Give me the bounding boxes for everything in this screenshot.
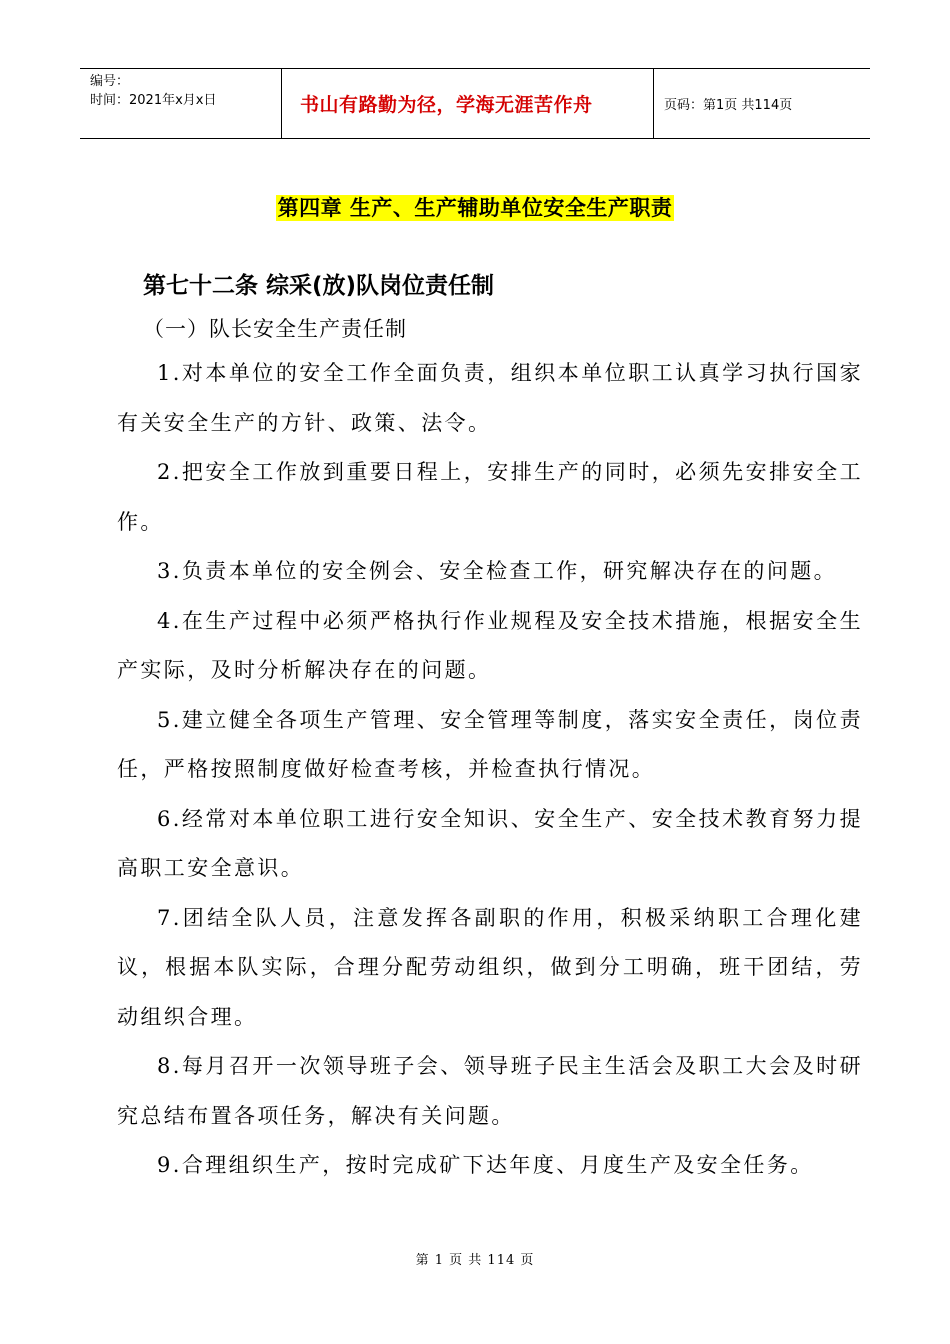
paragraph-7: 7.团结全队人员，注意发挥各副职的作用，积极采纳职工合理化建议，根据本队实际，合理分配劳动组织，做到分工明确，班干团结，劳动组织合理。 [117, 905, 863, 1029]
header-page-info: 页码：第1页 共114页 [664, 98, 793, 113]
paragraph-2: 2.把安全工作放到重要日程上，安排生产的同时，必须先安排安全工作。 [117, 460, 863, 534]
chapter-title: 第四章 生产、生产辅助单位安全生产职责 [277, 196, 673, 220]
paragraph-3: 3.负责本单位的安全例会、安全检查工作，研究解决存在的问题。 [157, 559, 838, 583]
body-text [117, 349, 863, 1191]
header-motto: 书山有路勤为径，学海无涯苦作舟 [282, 69, 654, 138]
page-footer: 第 1 页 共 114 页 [415, 1253, 535, 1268]
paragraph-1: 1.对本单位的安全工作全面负责，组织本单位职工认真学习执行国家有关安全生产的方针、政策、法令。 [117, 361, 863, 435]
document-header [80, 68, 870, 139]
paragraph-4: 4.在生产过程中必须严格执行作业规程及安全技术措施，根据安全生产实际，及时分析解决存在的问题。 [117, 608, 863, 682]
document-date: 时间：2021年x月x日 [90, 93, 217, 108]
chapter-heading [0, 192, 950, 222]
article-title: 第七十二条 综采(放)队岗位责任制 [143, 273, 495, 299]
paragraph-5: 5.建立健全各项生产管理、安全管理等制度，落实安全责任，岗位责任，严格按照制度做好检查考核，并检查执行情况。 [117, 707, 863, 781]
paragraph-6: 6.经常对本单位职工进行安全知识、安全生产、安全技术教育努力提高职工安全意识。 [117, 806, 863, 880]
paragraph-9: 9.合理组织生产，按时完成矿下达年度、月度生产及安全任务。 [157, 1153, 814, 1177]
paragraph-8: 8.每月召开一次领导班子会、领导班子民主生活会及职工大会及时研究总结布置各项任务，解决有关问题。 [117, 1054, 863, 1128]
subsection-title: （一）队长安全生产责任制 [143, 317, 407, 341]
document-number: 编号： [90, 74, 130, 89]
header-meta [80, 69, 282, 138]
